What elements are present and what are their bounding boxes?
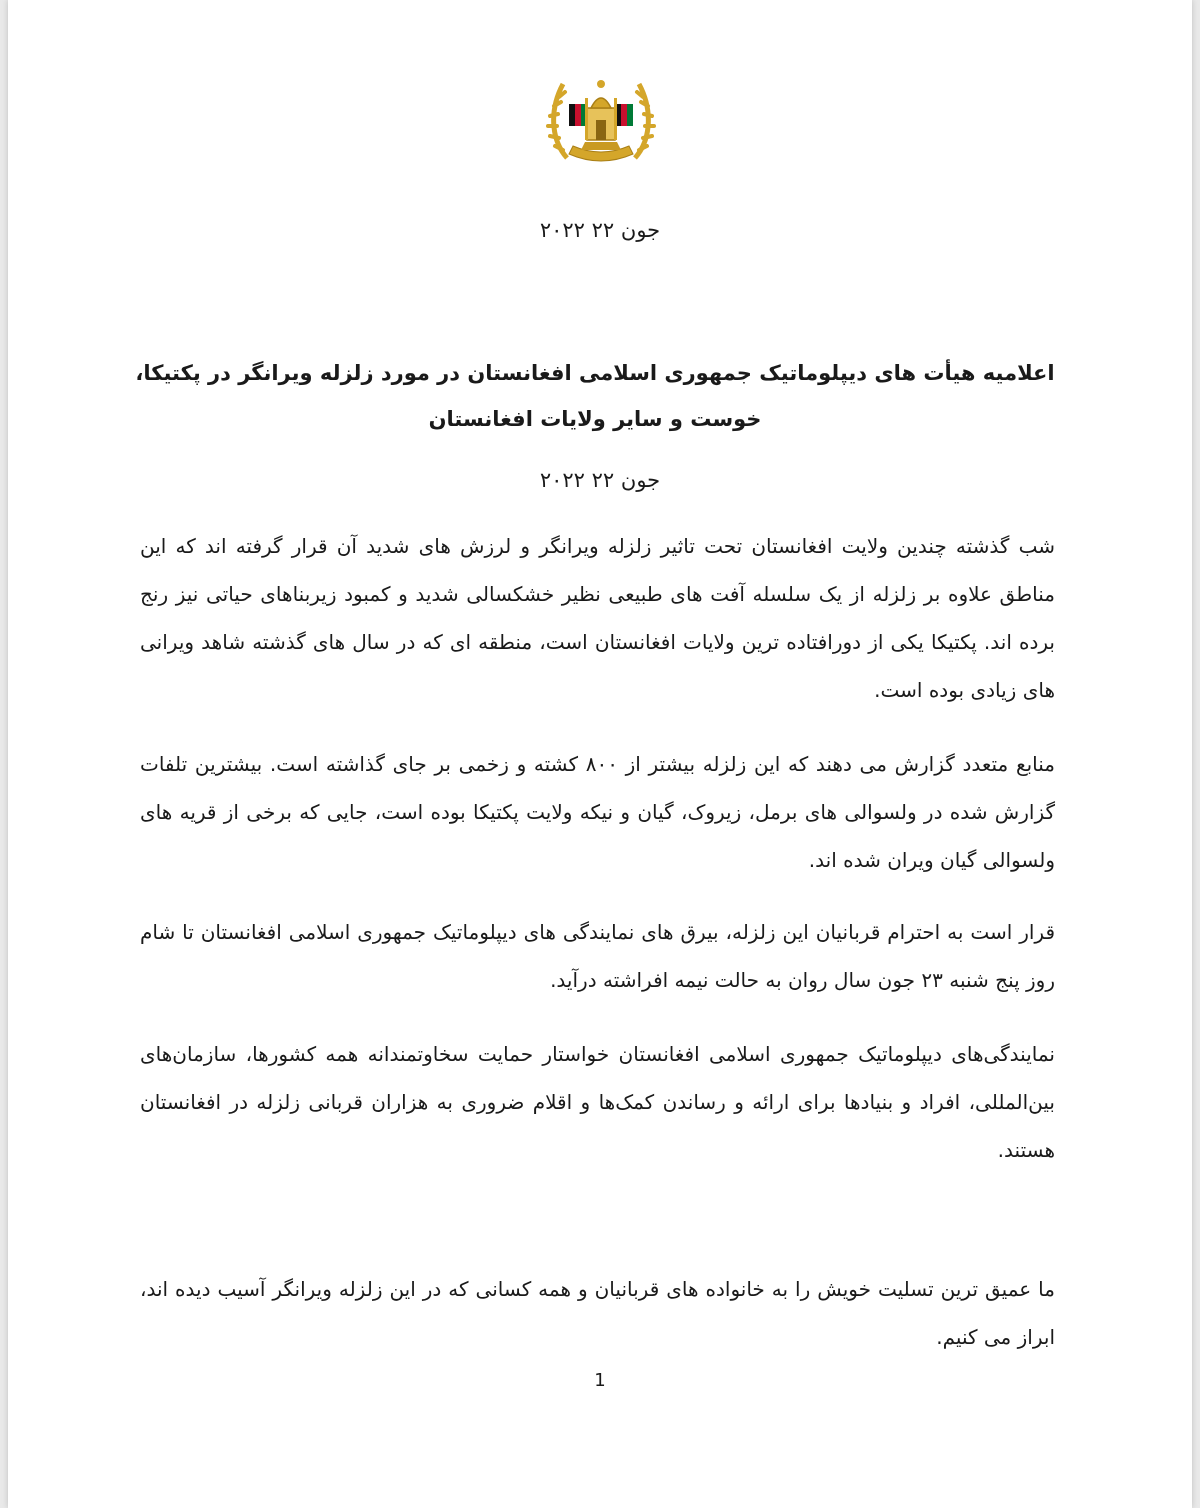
- page-number: 1: [594, 1370, 606, 1391]
- date-top: جون ۲۲ ۲۰۲۲: [539, 218, 661, 242]
- document-title: اعلامیه هیأت های دیپلوماتیک جمهوری اسلامی افغانستان در مورد زلزله ویرانگر در پکتیکا، خوست و سایر ولایات افغانستان: [135, 361, 1055, 431]
- paragraph: ما عمیق ترین تسلیت خویش را به خانواده های قربانیان و همه کسانی که در این زلزله ویرانگر آسیب دیده اند، ابراز می کنیم.: [140, 1277, 1055, 1349]
- paragraph: منابع متعدد گزارش می دهند که این زلزله بیشتر از ۸۰۰ کشته و زخمی بر جای گذاشته است. بیشترین تلفات گزارش شده در ولسوالی های برمل، زیروک، گیان و نیکه ولایت پکتیکا بوده است، جایی که برخی از قریه های ولسوالی گیان ویران شده اند.: [140, 752, 1055, 872]
- document-date: جون ۲۲ ۲۰۲۲: [539, 468, 661, 492]
- paragraph: نمایندگی‌های دیپلوماتیک جمهوری اسلامی افغانستان خواستار حمایت سخاوتمندانه همه کشورها، سازمان‌های بین‌المللی، افراد و بنیادها برای ارائه و رساندن کمک‌ها و اقلام ضروری به هزاران قربانی زلزله در افغانستان هستند.: [140, 1042, 1055, 1162]
- national-emblem-icon: [545, 70, 657, 168]
- paragraph: شب گذشته چندین ولایت افغانستان تحت تاثیر زلزله ویرانگر و لرزش های شدید آن قرار گرفته اند که این مناطق علاوه بر زلزله از یک سلسله آفت های طبیعی نظیر خشکسالی شدید و کمبود زیربناهای حیاتی نیز رنج برده اند. پکتیکا یکی از دورافتاده ترین ولایات افغانستان است، منطقه ای که در سال های گذشته شاهد ویرانی های زیادی بوده است.: [140, 534, 1055, 702]
- paragraph: قرار است به احترام قربانیان این زلزله، بیرق های نمایندگی های دیپلوماتیک جمهوری اسلامی افغانستان تا شام روز پنج شنبه ۲۳ جون سال روان به حالت نیمه افراشته درآید.: [140, 920, 1055, 992]
